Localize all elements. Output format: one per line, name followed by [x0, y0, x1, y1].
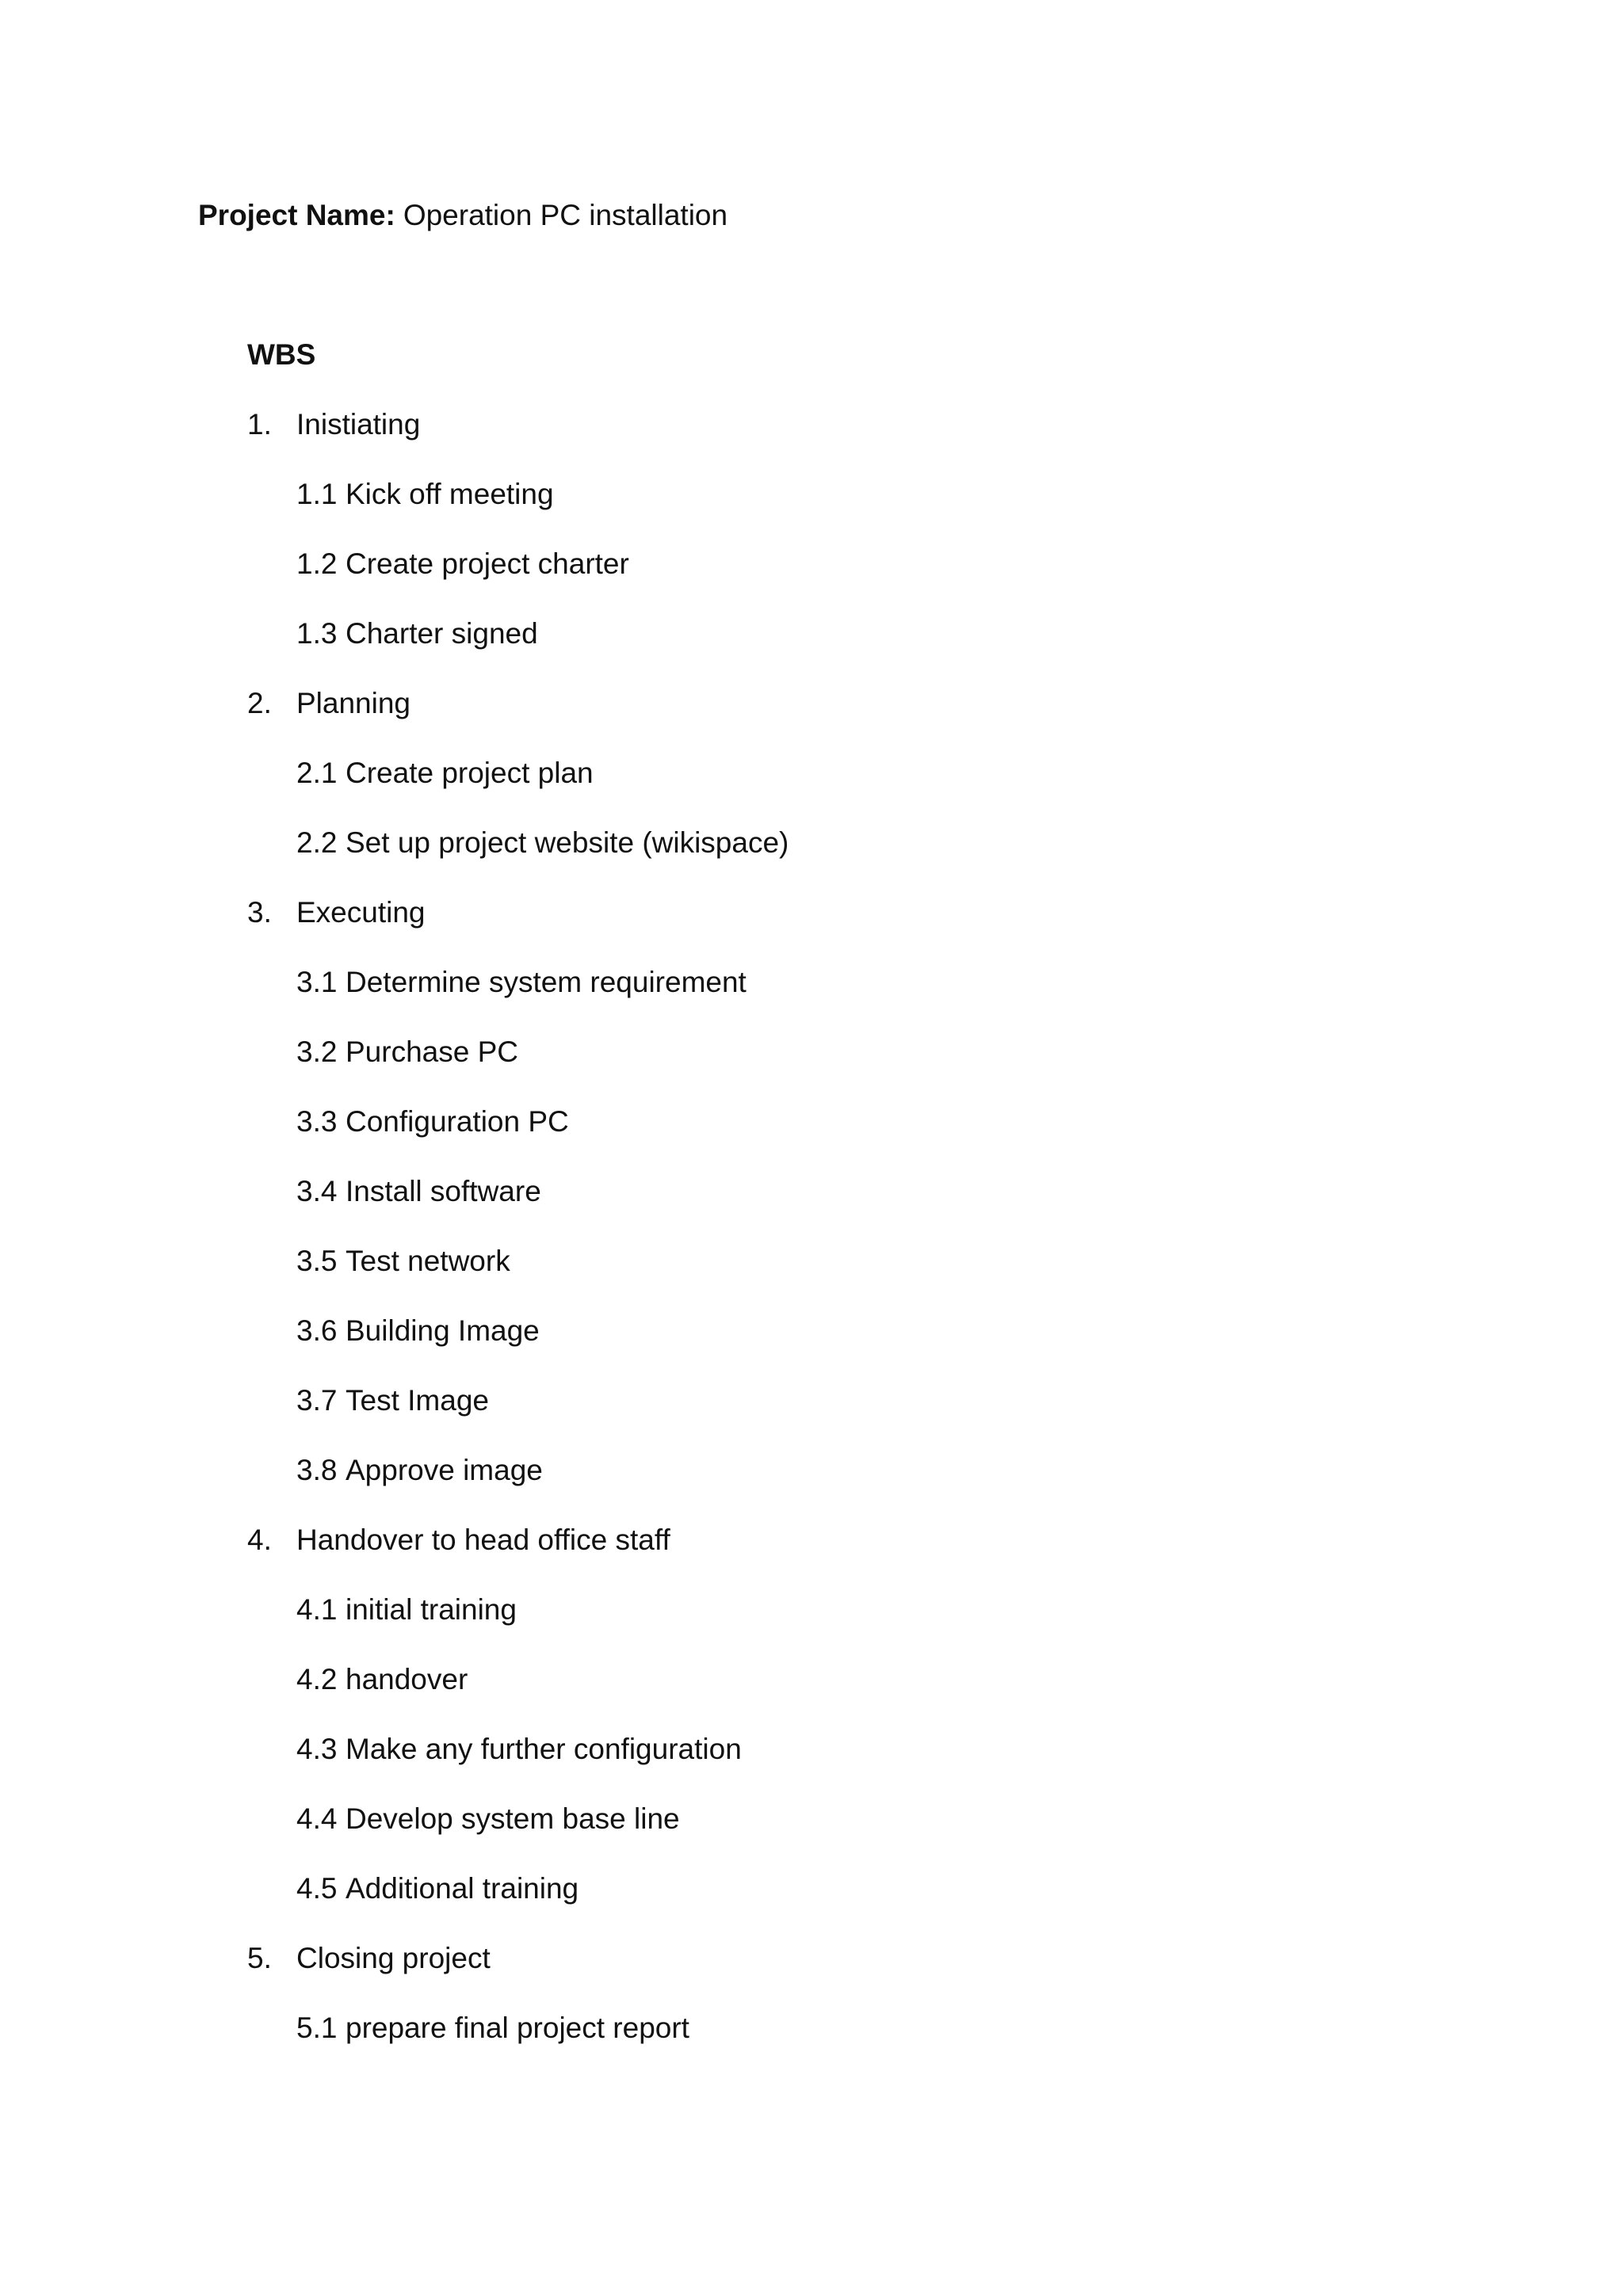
wbs-item-label: Handover to head office staff: [296, 1524, 670, 1556]
wbs-task-item: [0, 1730, 1623, 1800]
wbs-item-number: 4.5: [296, 1872, 338, 1905]
wbs-task-item: [0, 1800, 1623, 1870]
wbs-item-number: 1.: [247, 408, 272, 441]
wbs-item-number: 3.6: [296, 1314, 338, 1347]
wbs-item-label: Inistiating: [296, 408, 421, 441]
wbs-item-label: Purchase PC: [346, 1035, 518, 1068]
wbs-item-number: 1.3: [296, 617, 338, 650]
wbs-item-label: Kick off meeting: [346, 478, 554, 510]
wbs-task-item: [0, 1242, 1623, 1312]
wbs-item-number: 2.: [247, 687, 272, 719]
wbs-item-number: 1.1: [296, 478, 338, 510]
wbs-item-number: 3.3: [296, 1105, 338, 1138]
wbs-item-label: Building Image: [346, 1314, 540, 1347]
wbs-task-item: [0, 1312, 1623, 1382]
wbs-item-number: 1.2: [296, 547, 338, 580]
wbs-item-number: 3.5: [296, 1245, 338, 1277]
wbs-item-number: 3.2: [296, 1035, 338, 1068]
wbs-item-label: initial training: [346, 1593, 517, 1626]
wbs-item-number: 4.: [247, 1524, 272, 1556]
wbs-item-number: 4.3: [296, 1733, 338, 1765]
wbs-heading: WBS: [247, 338, 316, 371]
wbs-task-item: [0, 545, 1623, 615]
wbs-item-label: prepare final project report: [346, 2012, 689, 2044]
wbs-item-label: Install software: [346, 1175, 541, 1207]
project-name-line: [198, 196, 727, 235]
wbs-item-number: 3.7: [296, 1384, 338, 1417]
wbs-item-number: 2.1: [296, 757, 338, 789]
wbs-item-label: Configuration PC: [346, 1105, 569, 1138]
wbs-task-item: [0, 1661, 1623, 1730]
wbs-item-label: Additional training: [346, 1872, 579, 1905]
project-name-value: Operation PC installation: [403, 199, 728, 231]
wbs-task-item: [0, 1033, 1623, 1103]
wbs-item-label: Set up project website (wikispace): [346, 826, 789, 859]
wbs-phase-item: [0, 685, 1623, 754]
wbs-task-item: [0, 1103, 1623, 1173]
wbs-task-item: [0, 754, 1623, 824]
wbs-task-item: [0, 1382, 1623, 1451]
wbs-task-item: [0, 615, 1623, 685]
wbs-item-label: Test Image: [346, 1384, 489, 1417]
wbs-phase-item: [0, 894, 1623, 963]
wbs-item-label: Charter signed: [346, 617, 538, 650]
wbs-phase-item: [0, 406, 1623, 475]
wbs-item-label: Planning: [296, 687, 411, 719]
wbs-item-label: Make any further configuration: [346, 1733, 742, 1765]
wbs-item-label: Create project charter: [346, 547, 629, 580]
wbs-item-number: 5.1: [296, 2012, 338, 2044]
wbs-item-number: 3.1: [296, 966, 338, 998]
wbs-task-item: [0, 475, 1623, 545]
wbs-item-number: 4.2: [296, 1663, 338, 1695]
wbs-item-label: handover: [346, 1663, 468, 1695]
wbs-item-number: 2.2: [296, 826, 338, 859]
wbs-item-number: 3.4: [296, 1175, 338, 1207]
wbs-item-label: Executing: [296, 896, 426, 929]
wbs-task-item: [0, 824, 1623, 894]
wbs-phase-item: [0, 1939, 1623, 2009]
wbs-phase-item: [0, 1521, 1623, 1591]
wbs-task-item: [0, 1591, 1623, 1661]
wbs-task-item: [0, 1451, 1623, 1521]
wbs-item-number: 3.8: [296, 1454, 338, 1486]
wbs-task-item: [0, 1870, 1623, 1939]
wbs-task-item: [0, 2009, 1623, 2079]
wbs-item-label: Create project plan: [346, 757, 594, 789]
project-name-label: Project Name:: [198, 199, 395, 231]
wbs-item-label: Develop system base line: [346, 1802, 680, 1835]
wbs-item-number: 4.4: [296, 1802, 338, 1835]
wbs-item-label: Test network: [346, 1245, 510, 1277]
wbs-task-item: [0, 963, 1623, 1033]
wbs-item-label: Determine system requirement: [346, 966, 747, 998]
wbs-item-number: 3.: [247, 896, 272, 929]
wbs-list: [0, 406, 1623, 2079]
wbs-task-item: [0, 1173, 1623, 1242]
wbs-item-number: 5.: [247, 1942, 272, 1974]
wbs-item-label: Approve image: [346, 1454, 543, 1486]
wbs-item-label: Closing project: [296, 1942, 491, 1974]
wbs-item-number: 4.1: [296, 1593, 338, 1626]
